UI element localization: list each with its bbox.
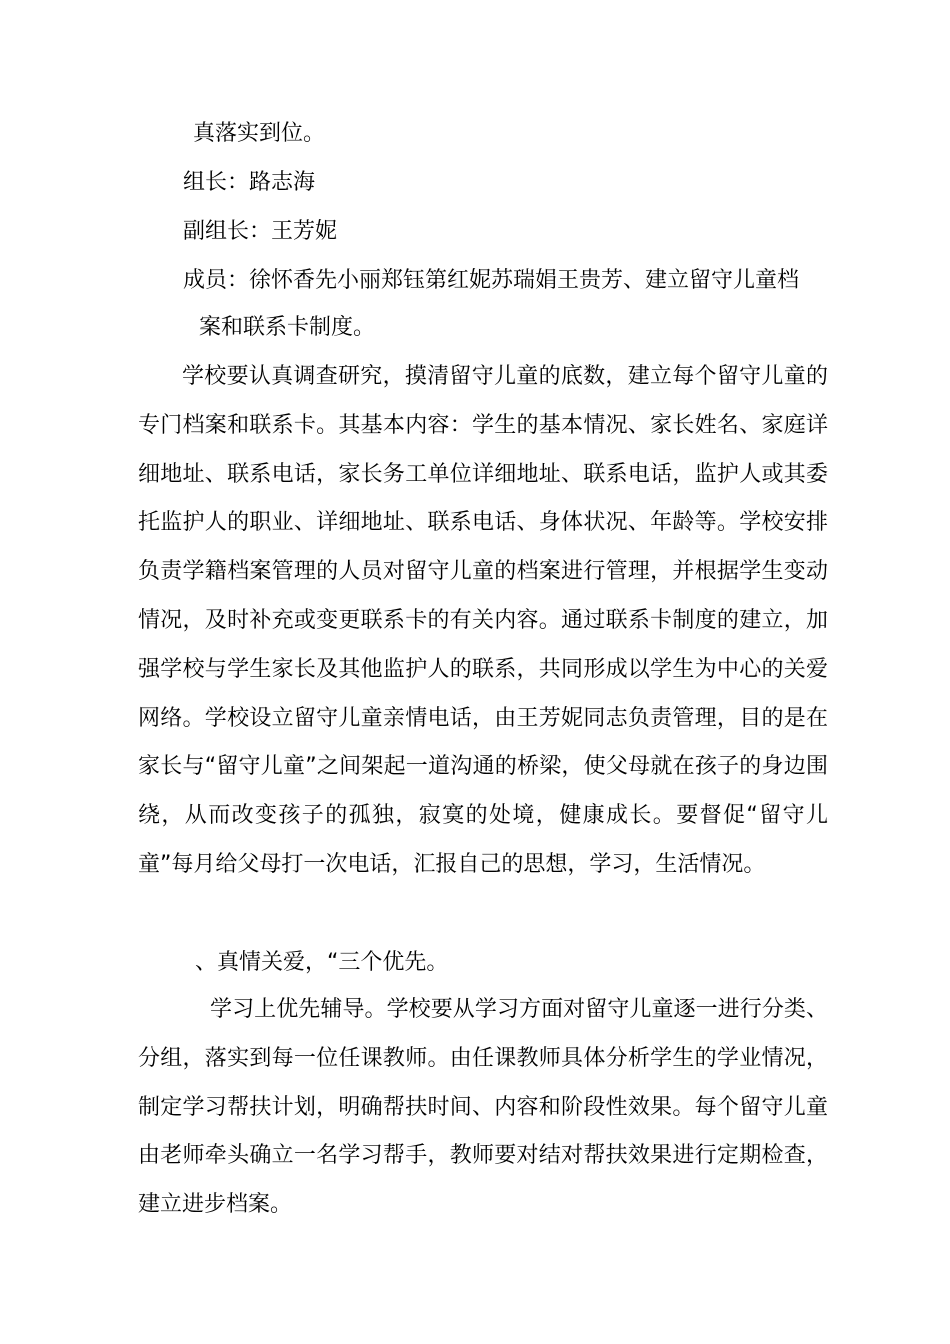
- section-heading-care: 、真情关爱，“三个优先。: [195, 950, 449, 975]
- paragraph-archive-details: 学校要认真调查研究，摸清留守儿童的底数，建立每个留守儿童的专门档案和联系卡。其基本内容：学生的基本情况、家长姓名、家庭详细地址、联系电话，家长务工单位详细地址、联系电话，监护人或其委托监护人的职业、详细地址、联系电话、身体状况、年龄等。学校安排负责学籍档案管理的人员对留守儿童的档案进行管理，并根据学生变动情况，及时补充或变更联系卡的有关内容。通过联系卡制度的建立，加强学校与学生家长及其他监护人的联系，共同形成以学生为中心的关爱网络。学校设立留守儿童亲情电话，由王芳妮同志负责管理，目的是在家长与“留守儿童”之间架起一道沟通的桥梁，使父母就在孩子的身边围绕，从而改变孩子的孤独，寂寞的处境，健康成长。要督促“留守儿童”每月给父母打一次电话，汇报自己的思想，学习，生活情况。: [138, 364, 828, 877]
- text-line-intro-end: 真落实到位。: [193, 121, 326, 146]
- paragraph-study-tutoring: 学习上优先辅导。学校要从学习方面对留守儿童逐一进行分类、分组，落实到每一位任课教师。由任课教师具体分析学生的学业情况，制定学习帮扶计划，明确帮扶时间、内容和阶段性效果。每个留守儿童由老师牵头确立一名学习帮手，教师要对结对帮扶效果进行定期检查，建立进步档案。: [138, 997, 828, 1218]
- text-line-archive-system: 案和联系卡制度。: [199, 315, 376, 340]
- text-line-members: 成员：徐怀香先小丽郑钰第红妮苏瑞娟王贵芳、建立留守儿童档: [183, 268, 800, 293]
- text-line-deputy-leader: 副组长：王芳妮: [183, 219, 338, 244]
- text-line-group-leader: 组长：路志海: [183, 170, 316, 195]
